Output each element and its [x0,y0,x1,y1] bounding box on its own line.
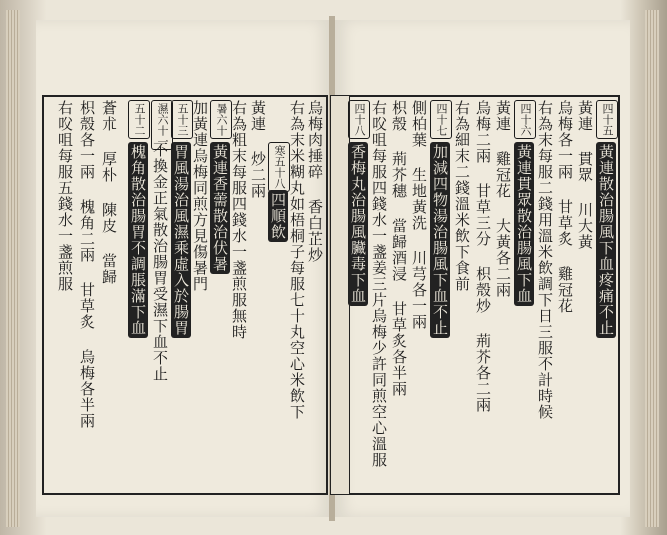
fold-margin [330,95,350,495]
text-column: 右為末米糊丸如梧桐子每服七十丸空心米飲下 [288,100,306,420]
formula-title: 黃連散治腸風下血疼痛不止 [597,144,615,336]
formula-title: 香梅丸治腸風臟毒下血 [349,144,367,304]
section-number: 暑六十 [210,100,232,139]
section-number: 四十六 [514,100,536,139]
section-number: 五十二 [128,100,150,139]
formula-title: 四順飲 [269,192,287,240]
text-column: 右為末每服二錢用溫米飲調下日三服不計時候 [536,100,554,420]
text-column: 烏梅肉捶碎 香白芷炒 [306,100,324,263]
text-column: 右㕮咀每服四錢水一盞姜三片烏梅少許同煎空心溫服 [370,100,388,468]
text-column: 黃連 貫眾 川大黃 [576,100,594,250]
text-column: 右為粗末每服四錢水一盞煎服無時 [230,100,248,340]
text-column: 蒼朮 厚朴 陳皮 當歸 [100,100,118,285]
formula-title: 黃連香薷散治伏暑 [211,144,229,272]
text-column: 烏梅各一兩 甘草炙 雞冠花 [556,100,574,314]
formula-title: 黃連貫眾散治腸風下血 [515,144,533,304]
text-column: 黃連 炒二兩 [249,100,267,199]
section-number: 四十八 [348,100,370,139]
text-column: 黃連 雞冠花 大黃各二兩 [494,100,512,298]
page-edges-right [645,10,659,527]
formula-title: 胃風湯治風濕乘虛入於腸胃 [172,144,190,336]
page-edges-left [6,10,20,527]
section-number: 五十三 [171,100,193,139]
section-number: 寒五十八 [268,142,290,192]
text-column: 右㕮咀每服五錢水一盞煎服 [56,100,74,292]
text-column: 枳殼 荊芥穗 當歸酒浸 甘草炙各半兩 [390,100,408,397]
text-column: 枳殼各一兩 槐角二兩 甘草炙 烏梅各半兩 [78,100,96,429]
text-column: 不換金正氣散治腸胃受濕下血不止 [151,142,169,382]
section-number: 四十七 [430,100,452,139]
text-column: 右為細末二錢溫米飲下食前 [453,100,471,292]
section-number: 四十五 [596,100,618,139]
formula-title: 槐角散治腸胃不調脹滿下血 [129,144,147,336]
text-column: 側柏葉 生地黃洗 川芎各一兩 [410,100,428,330]
formula-title: 加減四物湯治腸風下血不止 [431,144,449,336]
text-column: 烏梅二兩 甘草三分 枳殼炒 荊芥各二兩 [474,100,492,413]
text-column: 加黃連烏梅同煎方見傷暑門 [191,100,209,292]
section-number: 濕六十一 [151,100,173,150]
